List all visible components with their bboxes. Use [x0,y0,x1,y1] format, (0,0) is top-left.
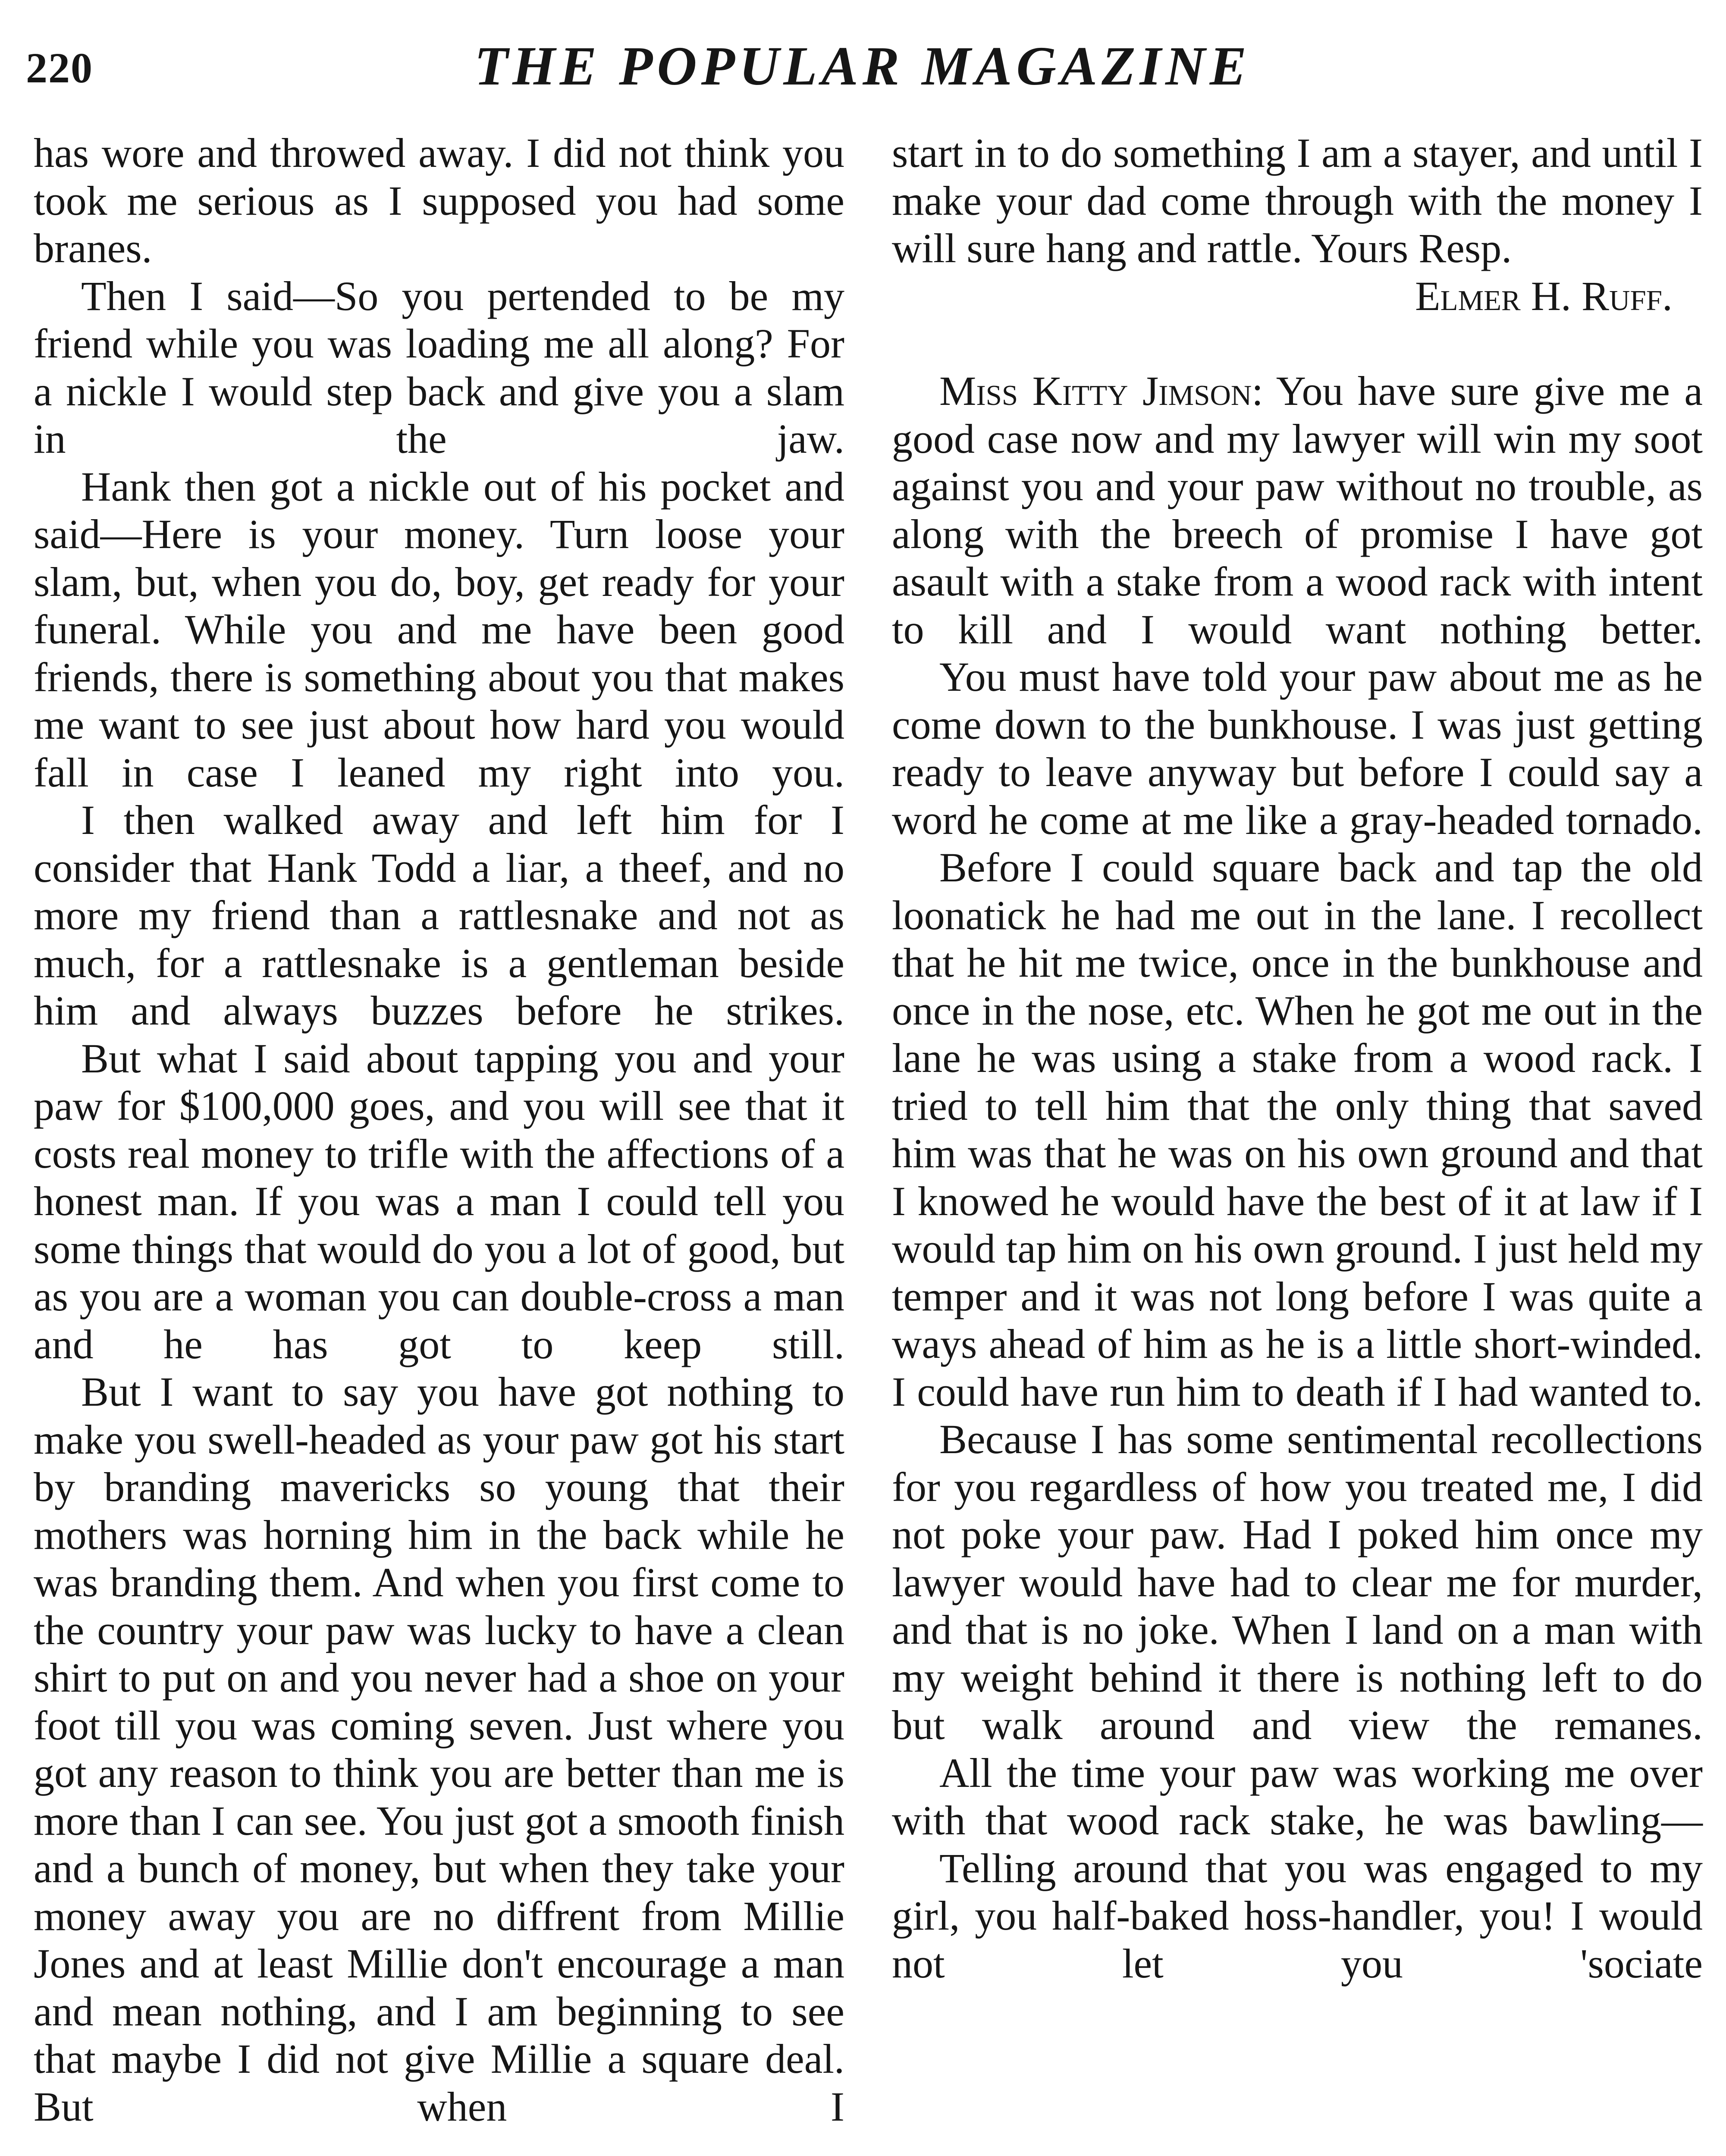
page-header [26,34,1699,103]
page-number: 220 [26,44,93,92]
paragraph: All the time your paw was working me over with that wood rack stake, he was bawling— [892,1749,1703,1843]
paragraph: Then I said—So you pertended to be my friend while you was loading me all along? For a nickle I would step back and give you a slam in the jaw. [34,273,844,462]
left-column [34,129,844,2131]
paragraph: But what I said about tapping you and your paw for $100,000 goes, and you will see that it costs real money to trifle with the affections of a honest man. If you was a man I could tell you some things that would do you a lot of good, but as you are a woman you can double-cross a man and he has got to keep still. [34,1035,844,1367]
right-column [892,129,1703,1987]
paragraph: Telling around that you was engaged to my girl, you half-baked hoss-handler, you! I would not let you 'sociate [892,1845,1703,1987]
letter-closing-paragraph: start in to do something I am a stayer, and until I make your dad come through with the money I will sure hang and rattle. Yours Resp. [892,130,1703,271]
paragraph: Hank then got a nickle out of his pocket and said—Here is your money. Turn loose your slam, but, when you do, boy, get ready for your funeral. While you and me have been good friends, there is something about you that makes me want to see just about how hard you would fall in case I leaned my right into you. [34,463,844,796]
paragraph: You must have told your paw about me as he come down to the bunkhouse. I was just getting ready to leave anyway but before I could say a word he come at me like a gray-headed tornado. [892,654,1703,843]
paragraph-text: You have sure give me a good case now and my lawyer will win my soot against you and your paw without no trouble, as along with the breech of promise I have got asault with a stake from a wood rack with intent to kill and I would want nothing better. [892,368,1703,652]
paragraph: Because I has some sentimental recollections for you regardless of how you treated me, I did not poke your paw. Had I poked him once my lawyer would have had to clear me for murder, and that is no joke. When I land on a man with my weight behind it there is nothing left to do but walk around and view the remanes. [892,1416,1703,1748]
paragraph: has wore and throwed away. I did not think you took me serious as I supposed you had some branes. [34,130,844,271]
running-title: THE POPULAR MAGAZINE [474,35,1251,97]
paragraph: I then walked away and left him for I consider that Hank Todd a liar, a theef, and no more my friend than a rattlesnake and not as much, for a rattlesnake is a gentleman beside him and always buzzes before he strikes. [34,797,844,1034]
salutation: Miss Kitty Jimson: [939,368,1263,414]
paragraph [892,367,1703,653]
signature: Elmer H. Ruff. [1415,273,1673,319]
paragraph: Before I could square back and tap the old loonatick he had me out in the lane. I recollect that he hit me twice, once in the bunkhouse and once in the nose, etc. When he got me out in the lane he was using a stake from a wood rack. I tried to tell him that the only thing that saved him was that he was on his own ground and that I knowed he would have the best of it at law if I would tap him on his own ground. I just held my temper and it was not long before I was quite a ways ahead of him as he is a little short-winded. I could have run him to death if I had wanted to. [892,844,1703,1415]
paragraph: But I want to say you have got nothing to make you swell-headed as your paw got his start by branding mavericks so young that their mothers was horning him in the back while he was branding them. And when you first come to the country your paw was lucky to have a clean shirt to put on and you never had a shoe on your foot till you was coming seven. Just where you got any reason to think you are better than me is more than I can see. You just got a smooth finish and a bunch of money, but when they take your money away you are no diffrent from Millie Jones and at least Millie don't encourage a man and mean nothing, and I am beginning to see that maybe I did not give Millie a square deal. But when I [34,1369,844,2130]
